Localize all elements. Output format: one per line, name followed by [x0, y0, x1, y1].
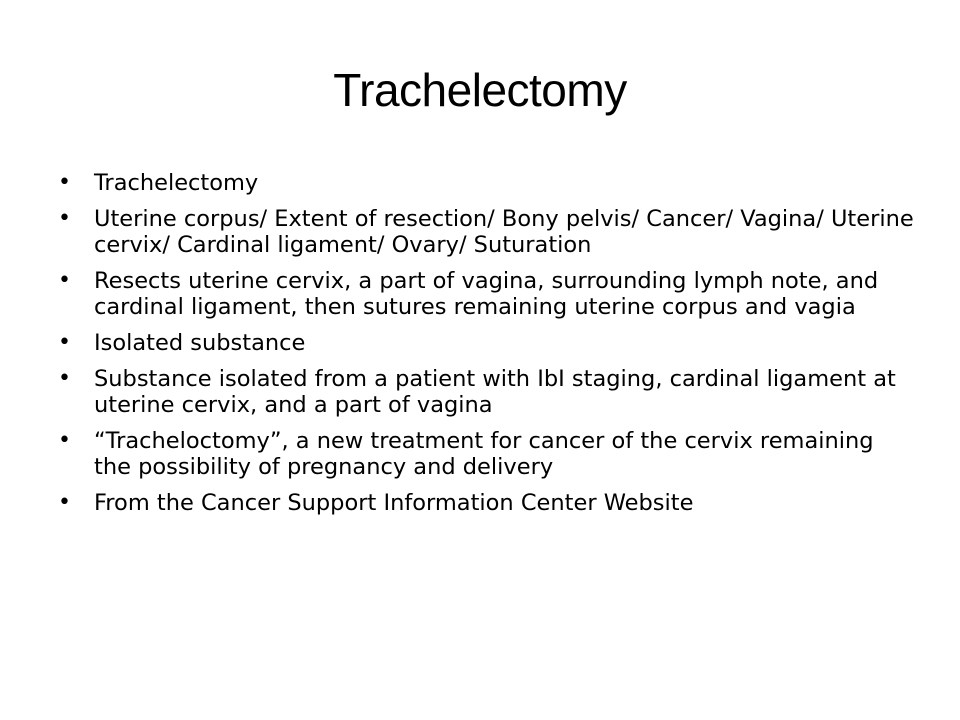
bullet-text: “Tracheloctomy”, a new treatment for cancer of the cervix remaining the possibility of pregnancy and delivery: [94, 428, 874, 480]
bullet-list: [56, 170, 916, 526]
bullet-text: From the Cancer Support Information Center Website: [94, 490, 694, 516]
bullet-item: [56, 428, 916, 480]
bullet-dot-icon: •: [58, 490, 71, 515]
bullet-text: Isolated substance: [94, 330, 306, 356]
bullet-item: [56, 206, 916, 258]
slide-title: Trachelectomy: [333, 64, 627, 116]
bullet-item: [56, 366, 916, 418]
bullet-dot-icon: •: [58, 330, 71, 355]
bullet-item: [56, 268, 916, 320]
bullet-item: [56, 330, 916, 356]
bullet-dot-icon: •: [58, 428, 71, 453]
bullet-dot-icon: •: [58, 366, 71, 391]
bullet-dot-icon: •: [58, 268, 71, 293]
bullet-text: Trachelectomy: [94, 170, 259, 196]
bullet-text: Substance isolated from a patient with IbI staging, cardinal ligament at uterine cervix, and a part of vagina: [94, 366, 896, 418]
bullet-item: [56, 490, 916, 516]
bullet-item: [56, 170, 916, 196]
bullet-text: Resects uterine cervix, a part of vagina, surrounding lymph note, and cardinal ligament, then sutures remaining uterine corpus and vagia: [94, 268, 879, 320]
bullet-text: Uterine corpus/ Extent of resection/ Bony pelvis/ Cancer/ Vagina/ Uterine cervix/ Cardinal ligament/ Ovary/ Suturation: [94, 206, 914, 258]
bullet-dot-icon: •: [58, 170, 71, 195]
bullet-dot-icon: •: [58, 206, 71, 231]
